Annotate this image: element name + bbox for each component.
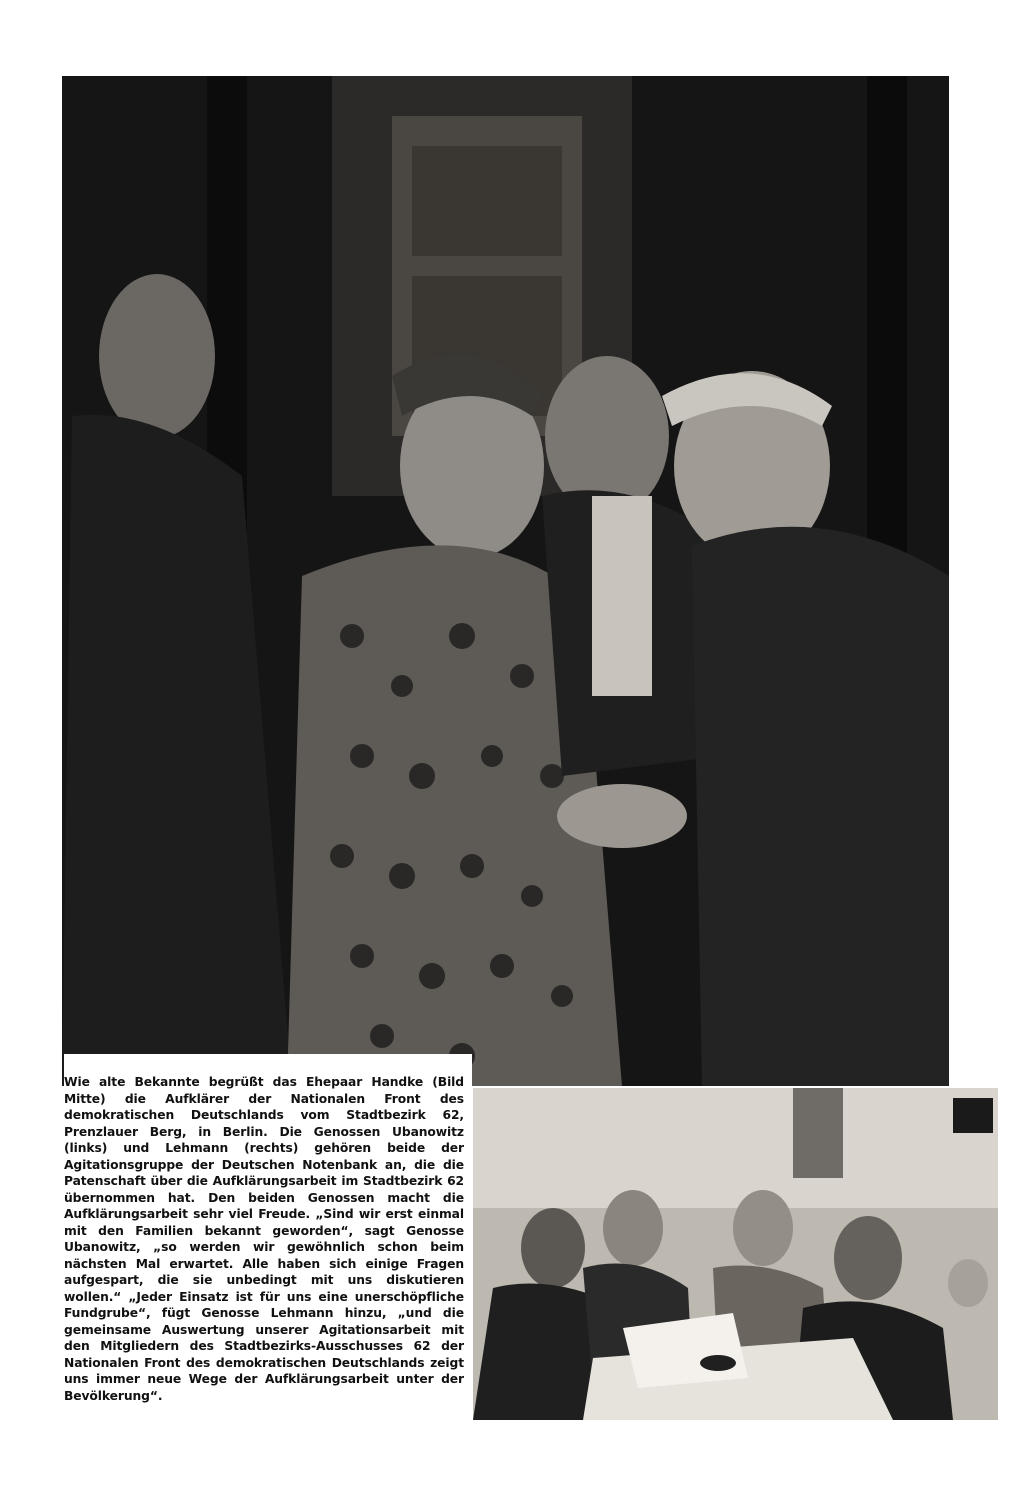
main-photo-image (62, 76, 949, 1086)
secondary-photo (473, 1088, 998, 1420)
photo-caption: Wie alte Bekannte begrüßt das Ehepaar Handke (Bild Mitte) die Aufklärer der Nationalen Front des demokratischen Deutschlands vom Stadtbezirk 62, Prenzlauer Berg, in Berlin. Die Genossen Ubanowitz (links) und Lehmann (rechts) gehören beide der Agitationsgruppe der Deutschen Notenbank an, die die Patenschaft über die Aufklärungsarbeit im Stadtbezirk 62 übernommen hat. Den beiden Genossen macht die Aufklärungsarbeit sehr viel Freude. „Sind wir erst einmal mit den Familien bekannt geworden“, sagt Genosse Ubanowitz, „so werden wir gewöhnlich schon beim nächsten Mal erwartet. Alle haben sich einige Fragen aufgespart, die sie unbedingt mit uns diskutieren wollen.“ „Jeder Einsatz ist für uns eine unerschöpfliche Fundgrube“, fügt Genosse Lehmann hinzu, „und die gemeinsame Auswertung unserer Agitationsarbeit mit den Mitgliedern des Stadtbezirks-Ausschusses 62 der Nationalen Front des demokratischen Deutschlands zeigt uns immer neue Wege der Aufklärungsarbeit unter der Bevölkerung“. (64, 1075, 464, 1403)
main-photo (62, 76, 949, 1086)
secondary-photo-image (473, 1088, 998, 1420)
